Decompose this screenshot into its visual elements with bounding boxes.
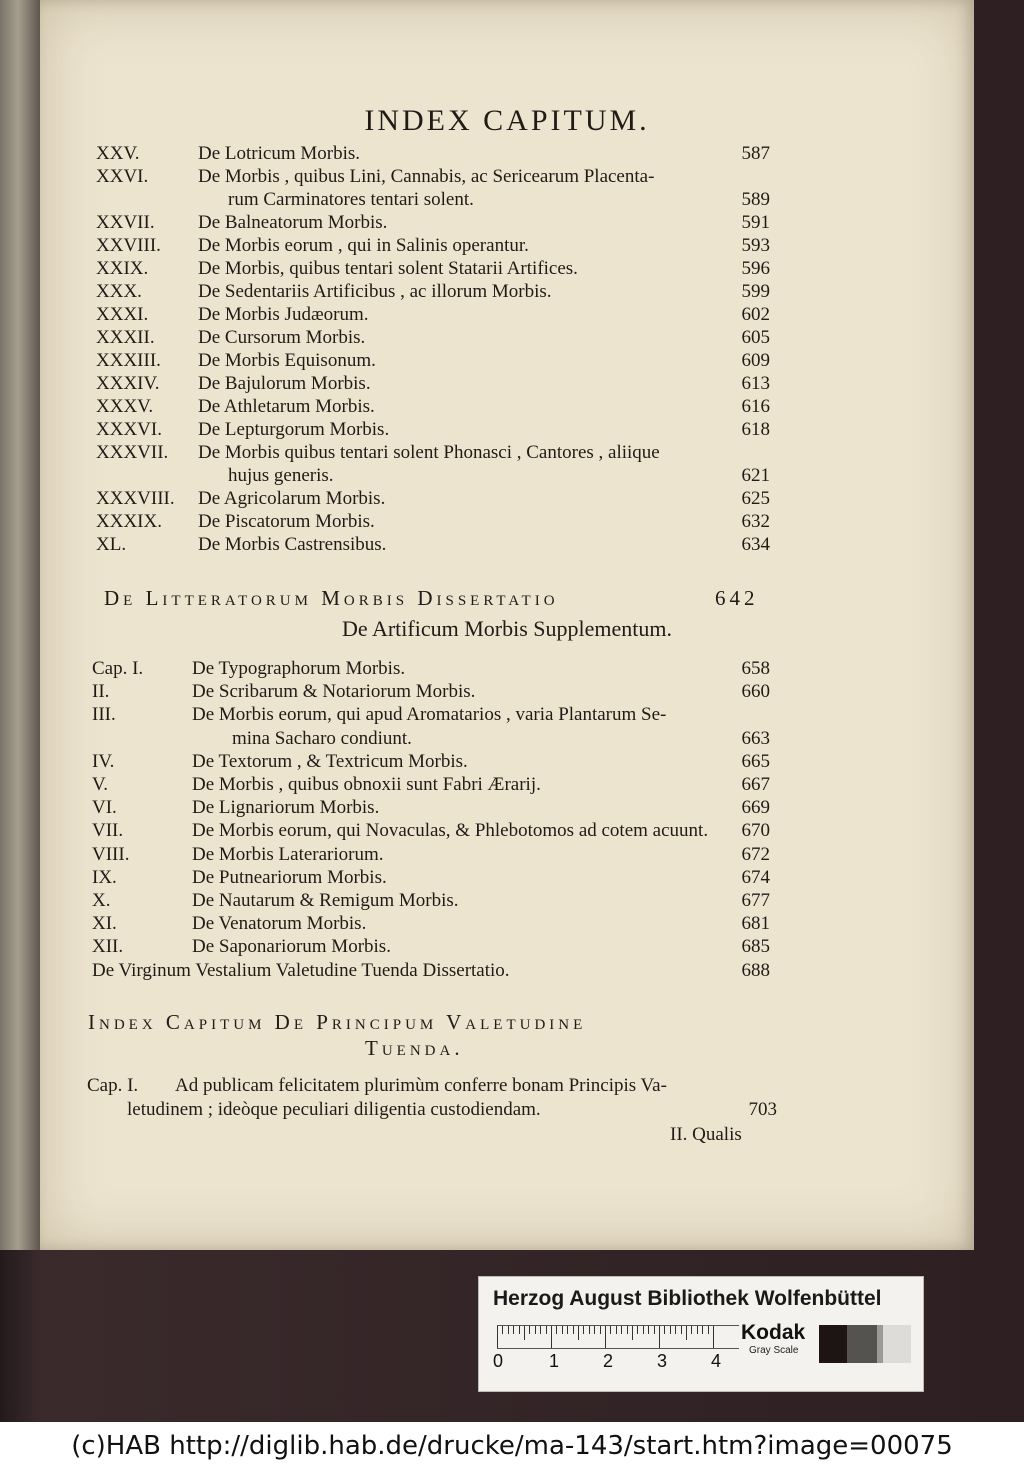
entry-page-number: 634 xyxy=(741,534,770,555)
entry-page-number: 605 xyxy=(741,327,770,348)
chapter-entry xyxy=(96,165,770,189)
ruler-tick xyxy=(562,1326,563,1334)
entry-page-number: 685 xyxy=(741,936,770,958)
chapter-entry xyxy=(96,533,770,557)
entry-title: De Saponariorum Morbis. xyxy=(192,936,391,958)
entry-number: XXVI. xyxy=(96,166,149,187)
principum-entry-text-cont: letudinem ; ideòque peculiari diligentia custodiendam. xyxy=(127,1099,541,1120)
supplement-entry xyxy=(92,935,770,959)
ruler-tick xyxy=(513,1326,514,1334)
entry-page-number: 663 xyxy=(741,727,770,749)
entry-title: De Lepturgorum Morbis. xyxy=(198,419,390,440)
entry-number: XXXII. xyxy=(96,327,155,348)
supplement-entry xyxy=(92,843,770,867)
entry-title: rum Carminatores tentari solent. xyxy=(228,189,474,210)
entry-page-number: 667 xyxy=(741,774,770,795)
entry-title: De Morbis Laterariorum. xyxy=(192,843,384,865)
supplement-entry xyxy=(92,819,770,843)
ruler-tick xyxy=(643,1326,644,1334)
ruler-tick xyxy=(713,1326,714,1348)
entry-page-number: 602 xyxy=(741,304,770,325)
chapter-entry xyxy=(96,510,770,534)
scale-number-2: 2 xyxy=(603,1351,614,1371)
entry-title: De Textorum , & Textricum Morbis. xyxy=(192,750,468,772)
ruler-tick xyxy=(670,1326,671,1334)
index-title: INDEX CAPITUM. xyxy=(364,104,650,137)
chapter-entry xyxy=(96,142,770,166)
supplement-entry xyxy=(92,866,770,890)
entry-page-number: 672 xyxy=(741,843,770,865)
entry-title: De Lotricum Morbis. xyxy=(198,143,361,164)
chapter-entry xyxy=(96,211,770,235)
entry-page-number: 621 xyxy=(741,465,770,486)
ruler-tick xyxy=(519,1326,520,1334)
ruler-tick xyxy=(654,1326,655,1334)
entry-number: XXXIII. xyxy=(96,350,161,371)
ruler-tick xyxy=(529,1326,530,1334)
chapter-entry xyxy=(96,188,770,212)
ruler-tick xyxy=(627,1326,628,1334)
principum-heading-line1: Index Capitum De Principum Valetudine xyxy=(88,1010,587,1034)
entry-page-number: 616 xyxy=(741,396,770,417)
entry-title: De Morbis Judæorum. xyxy=(198,304,369,325)
entry-number: VIII. xyxy=(92,843,130,865)
ruler-tick xyxy=(583,1326,584,1334)
ruler-tick xyxy=(578,1326,579,1340)
dissertatio-heading-text: De Litteratorum Morbis Dissertatio xyxy=(104,586,559,610)
ruler-tick xyxy=(605,1326,606,1348)
supplement-entry xyxy=(92,680,770,704)
entry-title: De Lignariorum Morbis. xyxy=(192,797,380,819)
scale-number-0: 0 xyxy=(493,1351,504,1371)
ruler-tick xyxy=(616,1326,617,1334)
entry-title: hujus generis. xyxy=(228,465,334,486)
ruler-tick xyxy=(594,1326,595,1334)
entry-title: De Athletarum Morbis. xyxy=(198,396,375,417)
chapter-entry xyxy=(96,326,770,350)
entry-page-number: 609 xyxy=(741,350,770,371)
ruler-tick xyxy=(502,1326,503,1334)
institution-name: Herzog August Bibliothek Wolfenbüttel xyxy=(493,1287,882,1310)
dissertatio-page: 642 xyxy=(715,586,759,610)
ruler-tick xyxy=(659,1326,660,1348)
entry-number: IV. xyxy=(92,750,115,772)
ruler-tick xyxy=(702,1326,703,1334)
entry-page-number: 593 xyxy=(741,235,770,256)
ruler-tick xyxy=(600,1326,601,1334)
book-page xyxy=(40,0,974,1250)
principum-heading-line2: Tuenda. xyxy=(365,1036,464,1060)
gray-scale-label: Gray Scale xyxy=(749,1345,799,1356)
ruler-tick xyxy=(524,1326,525,1340)
catchword: II. Qualis xyxy=(670,1124,742,1145)
ruler-tick xyxy=(637,1326,638,1334)
entry-title: De Morbis eorum , qui in Salinis operantur. xyxy=(198,235,529,256)
ruler-tick xyxy=(567,1326,568,1334)
supplement-entry xyxy=(92,750,770,774)
chapter-entry xyxy=(96,303,770,327)
principum-entry-number: Cap. I. xyxy=(87,1075,139,1096)
supplement-entry xyxy=(92,773,770,797)
entry-title: De Sedentariis Artificibus , ac illorum Morbis. xyxy=(198,281,552,302)
chapter-entry xyxy=(96,234,770,258)
entry-title: De Piscatorum Morbis. xyxy=(198,511,375,532)
ruler-tick xyxy=(697,1326,698,1334)
ruler-tick xyxy=(648,1326,649,1334)
entry-page-number: 658 xyxy=(741,658,770,679)
entry-number: XXVIII. xyxy=(96,235,161,256)
entry-number: XL. xyxy=(96,534,127,555)
supplement-entry xyxy=(92,912,770,936)
entry-page-number: 632 xyxy=(741,511,770,532)
entry-number: XXXIV. xyxy=(96,373,160,394)
entry-title: De Venatorum Morbis. xyxy=(192,913,367,935)
gray-swatch-light xyxy=(883,1325,911,1363)
book-spine-edge xyxy=(0,0,40,1250)
supplement-entry xyxy=(92,727,770,751)
principum-entry-page: 703 xyxy=(748,1099,777,1120)
entry-number: II. xyxy=(92,681,110,703)
entry-title: De Morbis, quibus tentari solent Statarii Artifices. xyxy=(198,258,578,279)
ruler-tick xyxy=(675,1326,676,1334)
ruler-tick xyxy=(708,1326,709,1334)
ruler-tick xyxy=(535,1326,536,1334)
entry-title: De Morbis eorum, qui Novaculas, & Phlebotomos ad cotem acuunt. xyxy=(192,820,709,842)
supplement-entry xyxy=(92,889,770,913)
chapter-entry xyxy=(96,280,770,304)
entry-number: XXX. xyxy=(96,281,142,302)
ruler-tick xyxy=(610,1326,611,1334)
entry-number: XI. xyxy=(92,913,117,935)
entry-title: De Morbis Castrensibus. xyxy=(198,534,387,555)
entry-number: XXXI. xyxy=(96,304,149,325)
entry-title: De Balneatorum Morbis. xyxy=(198,212,388,233)
entry-number: XXVII. xyxy=(96,212,155,233)
chapter-entry xyxy=(96,372,770,396)
chapter-entry xyxy=(96,257,770,281)
entry-title: De Morbis Equisonum. xyxy=(198,350,376,371)
ruler-tick xyxy=(681,1326,682,1334)
entry-title: De Cursorum Morbis. xyxy=(198,327,366,348)
entry-page-number: 660 xyxy=(741,681,770,703)
entry-number: XII. xyxy=(92,936,124,958)
supplement-entry xyxy=(92,703,770,727)
ruler-tick xyxy=(686,1326,687,1340)
entry-title: De Morbis , quibus obnoxii sunt Fabri Ærarij. xyxy=(192,774,541,795)
entry-title: De Scribarum & Notariorum Morbis. xyxy=(192,681,476,703)
entry-page-number: 599 xyxy=(741,281,770,302)
chapter-entry xyxy=(96,395,770,419)
entry-title: De Bajulorum Morbis. xyxy=(198,373,371,394)
ruler-tick xyxy=(540,1326,541,1334)
chapter-entry xyxy=(96,418,770,442)
ruler-tick xyxy=(589,1326,590,1334)
entry-page-number: 688 xyxy=(741,959,770,981)
entry-page-number: 591 xyxy=(741,212,770,233)
entry-title: mina Sacharo condiunt. xyxy=(232,727,412,749)
entry-page-number: 613 xyxy=(741,373,770,394)
entry-page-number: 681 xyxy=(741,913,770,935)
entry-number: VI. xyxy=(92,797,117,819)
entry-title: De Typographorum Morbis. xyxy=(192,658,406,679)
kodak-brand: Kodak xyxy=(741,1321,806,1344)
entry-page-number: 625 xyxy=(741,488,770,509)
ruler-tick xyxy=(621,1326,622,1334)
entry-page-number: 677 xyxy=(741,890,770,911)
gray-swatch-dark xyxy=(847,1325,877,1363)
ruler-tick xyxy=(573,1326,574,1334)
entry-number: XXXVI. xyxy=(96,419,162,440)
entry-number: XXXIX. xyxy=(96,511,162,532)
entry-page-number: 618 xyxy=(741,419,770,440)
principum-entry-text: Ad publicam felicitatem plurimùm conferre bonam Principis Va- xyxy=(175,1075,667,1096)
entry-number: IX. xyxy=(92,866,117,888)
ruler-tick xyxy=(551,1326,552,1348)
entry-title: De Putneariorum Morbis. xyxy=(192,866,387,888)
scale-number-1: 1 xyxy=(549,1351,560,1371)
principum-entry-cont xyxy=(87,1098,777,1122)
entry-title: De Morbis quibus tentari solent Phonasci , Cantores , aliique xyxy=(198,442,660,463)
supplement-title: De Artificum Morbis Supplementum. xyxy=(342,616,672,641)
chapter-entry xyxy=(96,464,770,488)
ruler-tick xyxy=(691,1326,692,1334)
ruler-tick xyxy=(664,1326,665,1334)
dissertatio-heading xyxy=(104,586,559,611)
gray-swatch-black xyxy=(819,1325,849,1363)
ruler-tick xyxy=(632,1326,633,1340)
chapter-entry xyxy=(96,349,770,373)
supplement-entry xyxy=(92,796,770,820)
chapter-entry xyxy=(96,487,770,511)
entry-title: De Agricolarum Morbis. xyxy=(198,488,386,509)
entry-number: Cap. I. xyxy=(92,658,144,679)
entry-number: V. xyxy=(92,774,109,795)
entry-number: XXXVIII. xyxy=(96,488,175,509)
entry-title: De Morbis eorum, qui apud Aromatarios , varia Plantarum Se- xyxy=(192,704,667,726)
scale-number-4: 4 xyxy=(711,1351,722,1371)
principum-entry xyxy=(87,1074,777,1098)
supplement-entry xyxy=(92,657,770,681)
entry-page-number: 669 xyxy=(741,797,770,819)
supplement-entry xyxy=(92,959,770,983)
entry-number: III. xyxy=(92,704,116,726)
ruler-tick xyxy=(497,1326,498,1348)
entry-number: X. xyxy=(92,890,111,911)
entry-number: VII. xyxy=(92,820,124,842)
ruler-tick xyxy=(556,1326,557,1334)
library-label-card xyxy=(478,1276,924,1392)
entry-title: De Nautarum & Remigum Morbis. xyxy=(192,890,459,911)
ruler-tick xyxy=(508,1326,509,1334)
entry-title: De Virginum Vestalium Valetudine Tuenda Dissertatio. xyxy=(92,959,510,981)
entry-page-number: 674 xyxy=(741,866,770,888)
copyright-footer: (c)HAB http://diglib.hab.de/drucke/ma-143/start.htm?image=00075 xyxy=(0,1422,1024,1470)
entry-page-number: 587 xyxy=(741,143,770,164)
entry-page-number: 596 xyxy=(741,258,770,279)
ruler-tick xyxy=(546,1326,547,1334)
entry-number: XXV. xyxy=(96,143,140,164)
entry-number: XXXVII. xyxy=(96,442,169,463)
chapter-entry xyxy=(96,441,770,465)
entry-number: XXXV. xyxy=(96,396,154,417)
entry-page-number: 665 xyxy=(741,750,770,772)
scale-number-3: 3 xyxy=(657,1351,668,1371)
entry-number: XXIX. xyxy=(96,258,149,279)
scale-ruler xyxy=(497,1325,739,1349)
entry-page-number: 670 xyxy=(741,820,770,842)
entry-page-number: 589 xyxy=(741,189,770,210)
entry-title: De Morbis , quibus Lini, Cannabis, ac Sericearum Placenta- xyxy=(198,166,655,187)
